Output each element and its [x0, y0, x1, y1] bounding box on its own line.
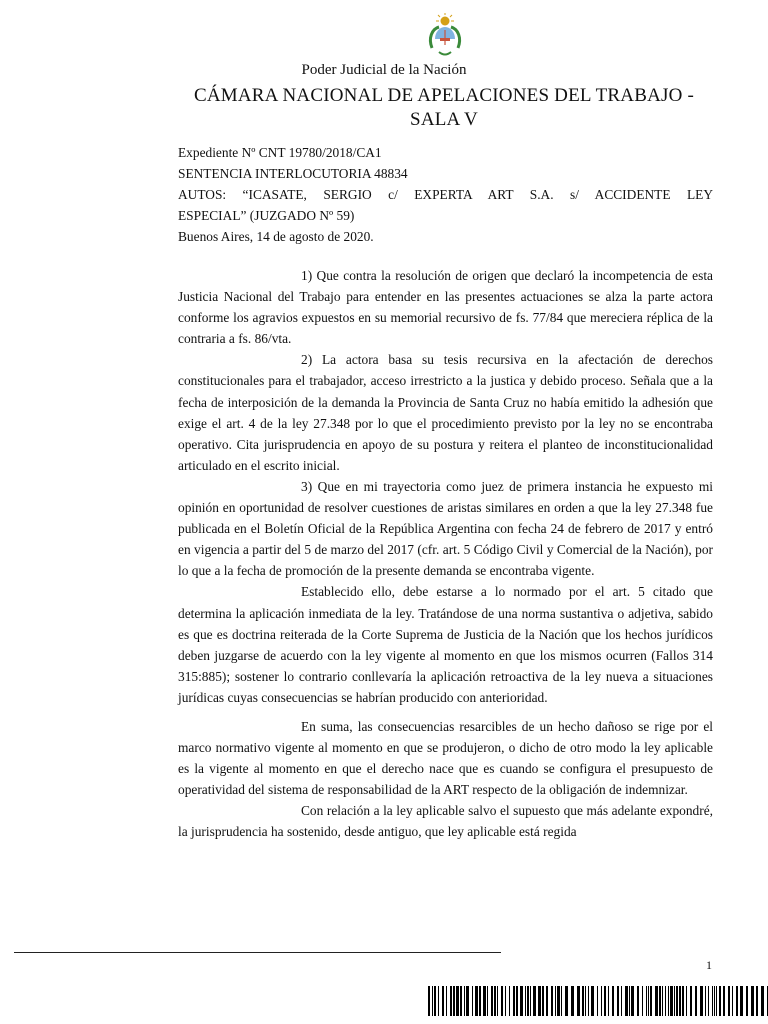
case-metadata [178, 142, 713, 247]
national-coat-of-arms-icon [426, 12, 464, 60]
paragraph-1: 1) Que contra la resolución de origen que declaró la incompetencia de esta Justicia Nacional del Trabajo para entender en las presentes actuaciones se alza la parte actora conforme los agravios expuestos en su memorial recursivo de fs. 77/84 que mereciera réplica de la contraria a fs. 86/vta. [178, 268, 713, 347]
paragraph-3: 3) Que en mi trayectoria como juez de primera instancia he expuesto mi opinión en oportunidad de resolver cuestiones de aristas similares en orden a que la ley 27.348 fue publicada en el Boletín Oficial de la República Argentina con fecha 24 de febrero de 2017 y entró en vigencia a partir del 5 de marzo del 2017 (cfr. art. 5 Código Civil y Comercial de la Nación), por lo que a la fecha de promoción de la presente demanda se encontraba vigente. [178, 478, 713, 579]
page-number: 1 [706, 958, 712, 972]
footnote-divider [14, 952, 501, 953]
court-header: Poder Judicial de la Nación [301, 62, 467, 78]
document-body [178, 265, 713, 843]
paragraph-4: Establecido ello, debe estarse a lo normado por el art. 5 citado que determina la aplicación inmediata de la ley. Tratándose de una norma sustantiva o adjetiva, sabido es que es doctrina reiterada de la Corte Suprema de Justicia de la Nación que los hechos jurídicos deben juzgarse de acuerdo con la ley vigente al momento en que los mismos ocurren (Fallos 314 315:885); sostener lo contrario conllevaría la aplicación retroactiva de la ley nueva a situaciones jurídicas cuyas consecuencias se habrían producido con anterioridad. [178, 584, 713, 705]
date-line: Buenos Aires, 14 de agosto de 2020. [178, 229, 374, 244]
paragraph-2: 2) La actora basa su tesis recursiva en la afectación de derechos constitucionales para el trabajador, acceso irrestricto a la justica y debido proceso. Señala que a la fecha de interposición de la demanda la Provincia de Santa Cruz no había emitido la adhesión que exige el art. 4 de la ley 27.348 por lo que el procedimiento previsto por la ley no se encontraba operativo. Cita jurisprudencia en apoyo de su postura y reitera el planteo de inconstitucionalidad articulado en el escrito inicial. [178, 352, 713, 473]
paragraph-5: En suma, las consecuencias resarcibles de un hecho dañoso se rige por el marco normativo vigente al momento en que se produjeron, o dicho de otro modo la ley aplicable es la vigente al momento en que el derecho nace que es cuando se configura el presupuesto de operatividad del sistema de responsabilidad de la ART respecto de la obligación de indemnizar. [178, 718, 713, 798]
expediente-number: Expediente Nº CNT 19780/2018/CA1 [178, 145, 382, 160]
chamber-title: CÁMARA NACIONAL DE APELACIONES DEL TRABAJO - SALA V [194, 85, 694, 130]
autos-line-2: ESPECIAL” (JUZGADO Nº 59) [178, 208, 355, 223]
autos-line-1: AUTOS: “ICASATE, SERGIO c/ EXPERTA ART S.A. s/ ACCIDENTE LEY [178, 187, 713, 202]
paragraph-6: Con relación a la ley aplicable salvo el supuesto que más adelante expondré, la jurisprudencia ha sostenido, desde antiguo, que ley aplicable está regida [178, 803, 713, 840]
barcode-icon [428, 986, 768, 1016]
sentencia-number: SENTENCIA INTERLOCUTORIA 48834 [178, 166, 408, 181]
